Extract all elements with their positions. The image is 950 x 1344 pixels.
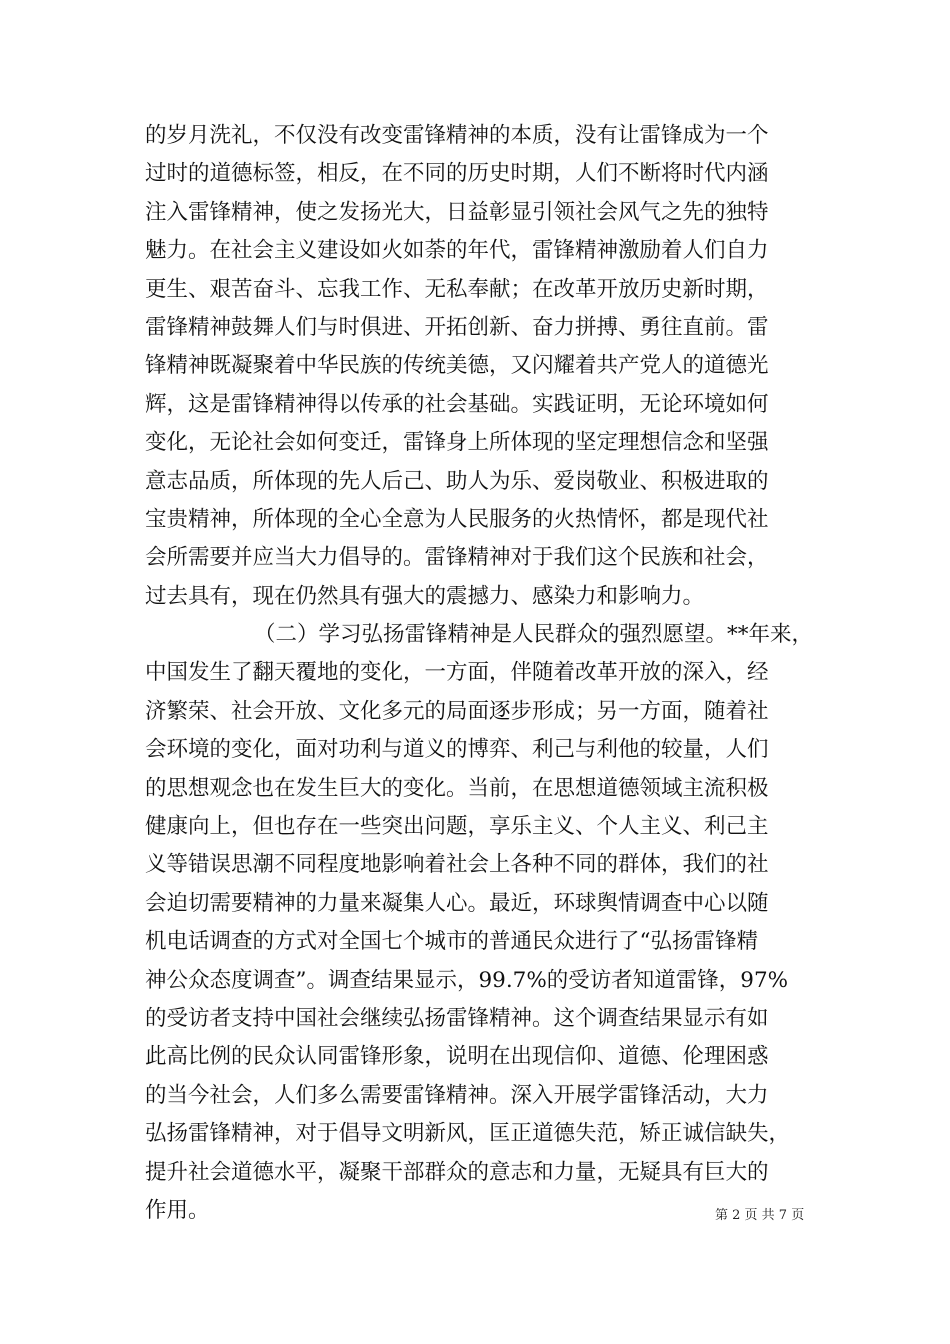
page-number-footer: 第 2 页 共 7 页 [715, 1208, 805, 1223]
text-line: 的当今社会，人们多么需要雷锋精神。深入开展学雷锋活动，大力 [145, 1082, 769, 1108]
text-line: 义等错误思潮不同程度地影响着社会上各种不同的群体，我们的社 [145, 852, 769, 878]
text-line: 注入雷锋精神，使之发扬光大，日益彰显引领社会风气之先的独特 [145, 199, 769, 225]
section-heading-line: （二）学习弘扬雷锋精神是人民群众的强烈愿望。**年来， [254, 622, 814, 648]
text-line: 济繁荣、社会开放、文化多元的局面逐步形成；另一方面，随着社 [145, 698, 769, 724]
text-line: 的思想观念也在发生巨大的变化。当前，在思想道德领域主流积极 [145, 775, 769, 801]
text-line: 雷锋精神鼓舞人们与时俱进、开拓创新、奋力拼搏、勇往直前。雷 [145, 314, 769, 340]
text-line: 过时的道德标签，相反，在不同的历史时期，人们不断将时代内涵 [145, 161, 769, 187]
text-line: 过去具有，现在仍然具有强大的震撼力、感染力和影响力。 [145, 583, 705, 609]
text-line: 变化，无论社会如何变迁，雷锋身上所体现的坚定理想信念和坚强 [145, 430, 769, 456]
text-line: 的受访者支持中国社会继续弘扬雷锋精神。这个调查结果显示有如 [145, 1005, 769, 1031]
text-line: 辉，这是雷锋精神得以传承的社会基础。实践证明，无论环境如何 [145, 391, 769, 417]
text-line: 宝贵精神，所体现的全心全意为人民服务的火热情怀，都是现代社 [145, 506, 769, 532]
text-line: 中国发生了翻天覆地的变化，一方面，伴随着改革开放的深入，经 [145, 660, 769, 686]
text-line: 的岁月洗礼，不仅没有改变雷锋精神的本质，没有让雷锋成为一个 [145, 123, 769, 148]
text-line: 锋精神既凝聚着中华民族的传统美德，又闪耀着共产党人的道德光 [145, 353, 769, 379]
text-line: 会所需要并应当大力倡导的。雷锋精神对于我们这个民族和社会， [145, 545, 769, 571]
text-line: 提升社会道德水平，凝聚干部群众的意志和力量，无疑具有巨大的 [145, 1159, 769, 1185]
text-line: 意志品质，所体现的先人后己、助人为乐、爱岗敬业、积极进取的 [145, 468, 769, 494]
body-text [145, 117, 814, 1230]
text-line: 弘扬雷锋精神，对于倡导文明新风，匡正道德失范，矫正诚信缺失， [145, 1121, 791, 1147]
text-line: 更生、艰苦奋斗、忘我工作、无私奉献；在改革开放历史新时期， [145, 276, 769, 302]
text-line: 健康向上，但也存在一些突出问题，享乐主义、个人主义、利己主 [145, 814, 769, 840]
text-line: 此高比例的民众认同雷锋形象，说明在出现信仰、道德、伦理困惑 [145, 1044, 769, 1070]
text-line: 会迫切需要精神的力量来凝集人心。最近，环球舆情调查中心以随 [145, 890, 769, 916]
text-line: 会环境的变化，面对功利与道义的博弈、利己与利他的较量，人们 [145, 737, 769, 763]
text-line: 机电话调查的方式对全国七个城市的普通民众进行了“弘扬雷锋精 [145, 929, 758, 955]
text-line: 魅力。在社会主义建设如火如荼的年代，雷锋精神激励着人们自力 [145, 238, 769, 264]
text-line: 神公众态度调查”。调查结果显示，99.7%的受访者知道雷锋，97% [145, 967, 789, 993]
text-line: 作用。 [145, 1197, 210, 1223]
